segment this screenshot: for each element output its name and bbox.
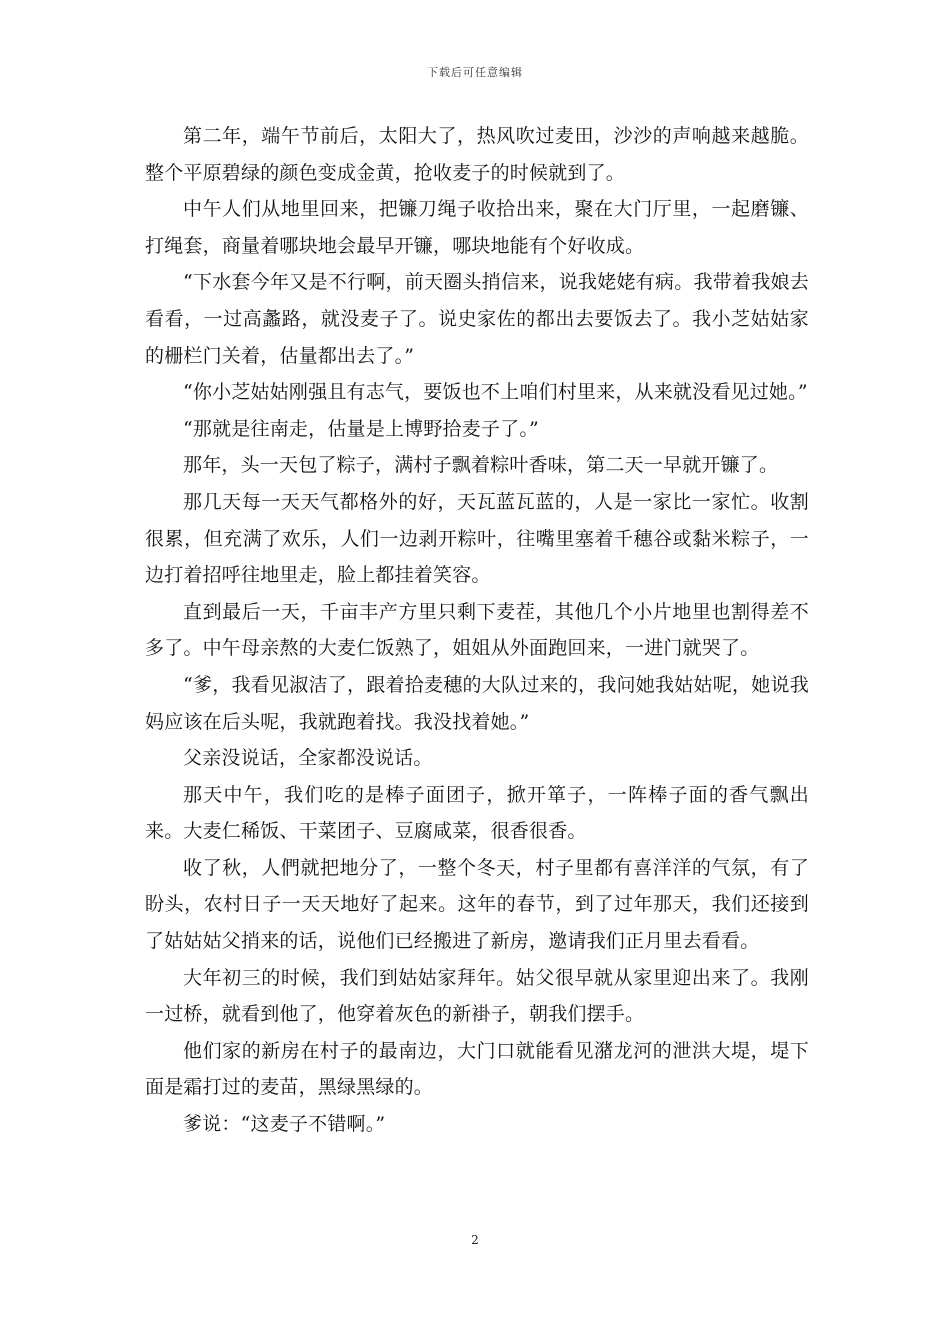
paragraph: 大年初三的时候，我们到姑姑家拜年。姑父很早就从家里迎出来了。我刚一过桥，就看到他了，他穿着灰色的新褂子，朝我们摆手。 <box>145 966 809 1026</box>
paragraph: 他们家的新房在村子的最南边，大门口就能看见潴龙河的泄洪大堤，堤下面是霜打过的麦苗，黑绿黑绿的。 <box>145 1039 809 1099</box>
paragraph: “下水套今年又是不行啊，前天圈头捎信来，说我姥姥有病。我带着我娘去看看，一过高蠡路，就没麦子了。说史家佐的都出去要饭去了。我小芝姑姑家的栅栏门关着，估量都出去了。” <box>145 271 809 367</box>
paragraph: 父亲没说话，全家都没说话。 <box>183 747 433 770</box>
paragraph: 第二年，端午节前后，太阳大了，热风吹过麦田，沙沙的声响越来越脆。整个平原碧绿的颜色变成金黄，抢收麦子的时候就到了。 <box>145 125 809 184</box>
document-body <box>145 118 809 1143</box>
paragraph: 中午人们从地里回来，把镰刀绳子收拾出来，聚在大门厅里，一起磨镰、打绳套，商量着哪块地会最早开镰，哪块地能有个好收成。 <box>145 198 809 257</box>
paragraph: 那年，头一天包了粽子，满村子飘着粽叶香味，第二天一早就开镰了。 <box>183 454 779 477</box>
paragraph: “那就是往南走，估量是上博野拾麦子了。” <box>183 417 539 440</box>
page-header: 下载后可任意编辑 <box>427 66 523 79</box>
paragraph: 收了秋，人們就把地分了，一整个冬天，村子里都有喜洋洋的气氛，有了盼头，农村日子一天天地好了起来。这年的春节，到了过年那天，我们还接到了姑姑姑父捎来的话，说他们已经搬进了新房，邀请我们正月里去看看。 <box>145 856 809 953</box>
page-number: 2 <box>471 1233 479 1247</box>
paragraph: “爹，我看见淑洁了，跟着拾麦穗的大队过来的，我问她我姑姑呢，她说我妈应该在后头呢，我就跑着找。我没找着她。” <box>145 673 809 733</box>
paragraph: 直到最后一天，千亩丰产方里只剩下麦茬，其他几个小片地里也割得差不多了。中午母亲熬的大麦仁饭熟了，姐姐从外面跑回来，一进门就哭了。 <box>145 600 809 660</box>
paragraph: 爹说：“这麦子不错啊。” <box>183 1113 386 1136</box>
paragraph: “你小芝姑姑刚强且有志气，要饭也不上咱们村里来，从来就没看见过她。” <box>183 381 808 404</box>
paragraph: 那天中午，我们吃的是棒子面团子，掀开箪子，一阵棒子面的香气飘出来。大麦仁稀饭、干菜团子、豆腐咸菜，很香很香。 <box>145 783 809 843</box>
paragraph: 那几天每一天天气都格外的好，天瓦蓝瓦蓝的，人是一家比一家忙。收割很累，但充满了欢乐，人们一边剥开粽叶，往嘴里塞着千穗谷或黏米粽子，一边打着招呼往地里走，脸上都挂着笑容。 <box>145 490 809 587</box>
